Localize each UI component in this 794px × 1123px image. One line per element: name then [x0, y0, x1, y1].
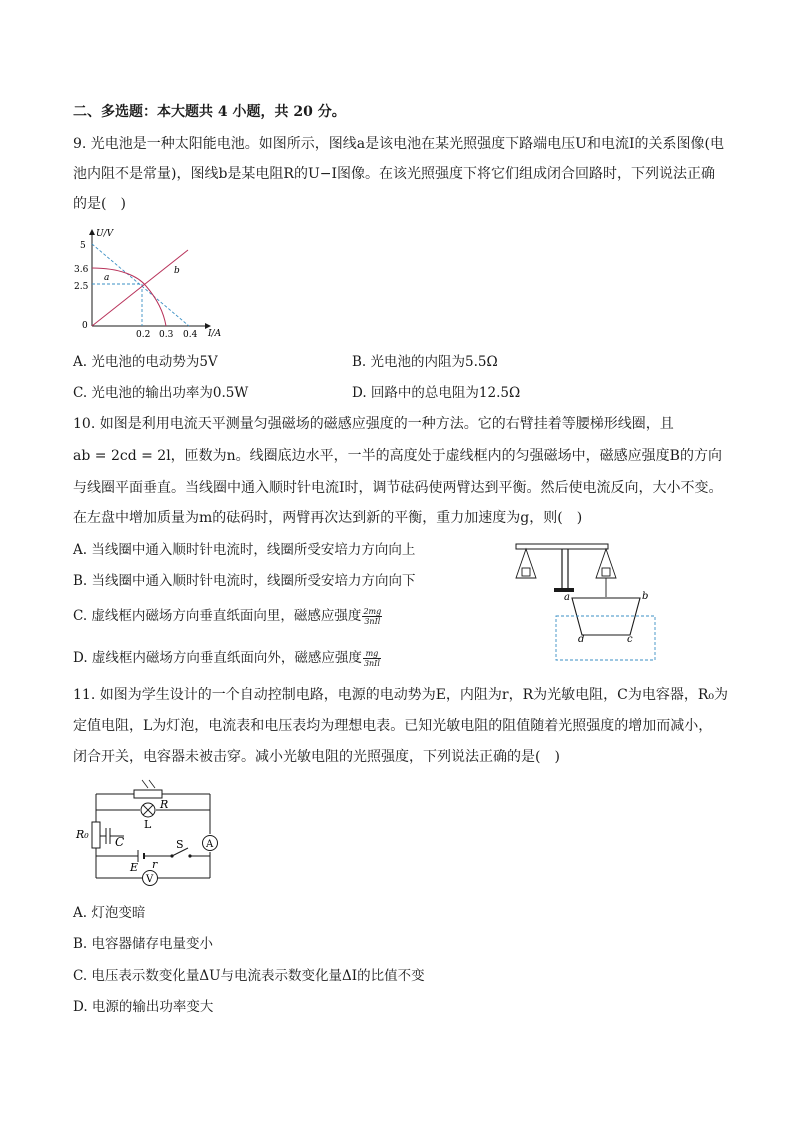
label-C: C: [115, 835, 125, 849]
q10-stem-line4: 在左盘中增加质量为m的砝码时，两臂再次达到新的平衡，重力加速度为g，则( ): [73, 510, 583, 526]
label-c: c: [627, 634, 633, 645]
left-pan: [516, 549, 536, 578]
q9-stem-line1: 9. 光电池是一种太阳能电池。如图所示，图线a是该电池在某光照强度下路端电压U和电流I的关系图像(电: [73, 136, 724, 152]
q11-stem-line1: 11. 如图为学生设计的一个自动控制电路，电源的电动势为E，内阻为r，R为光敏电阻，C为电容器，R₀为: [73, 687, 729, 703]
q10-option-d: [73, 648, 381, 668]
q10-option-c: [73, 606, 382, 626]
ytick-5: 5: [80, 241, 86, 251]
switch-contact: [188, 854, 191, 857]
x-axis-label: I/A: [208, 329, 222, 339]
q10-stem-line1: 10. 如图是利用电流天平测量匀强磁场的磁感应强度的一种方法。它的右臂挂着等腰梯形线圈，且: [73, 416, 674, 432]
label-r: r: [152, 858, 158, 871]
xtick-0-2: 0.2: [136, 330, 151, 340]
magnetic-field-region: [556, 616, 655, 660]
trapezoid-coil: [572, 598, 640, 635]
switch-contact: [170, 854, 173, 857]
label-A: A: [206, 839, 214, 850]
q9-stem-line2: 池内阻不是常量)，图线b是某电阻R的U−I图像。在该光照强度下将它们组成闭合回路时，下列说法正确: [73, 166, 716, 182]
q9-stem-line3: 的是( ): [73, 196, 126, 212]
fraction-denominator: 3nIl: [363, 659, 380, 668]
q10-stem-line3: 与线圈平面垂直。当线圈中通入顺时针电流I时，调节砝码使两臂达到平衡。然后使电流反向，大小不变。: [73, 480, 723, 496]
label-d: d: [578, 634, 585, 645]
q10-current-balance-figure: [510, 538, 660, 668]
q10-stem-line2: ab = 2cd = 2l，匝数为n。线圈底边水平，一半的高度处于虚线框内的匀强磁场中，磁感应强度B的方向: [73, 448, 722, 464]
label-R: R: [160, 798, 169, 811]
q11-option-a: A. 灯泡变暗: [73, 905, 146, 921]
left-weight-icon: [522, 568, 530, 576]
label-L: L: [144, 818, 152, 831]
q9-ui-graph: [70, 222, 230, 340]
q11-option-b: B. 电容器储存电量变小: [73, 936, 214, 952]
curve-a-label: a: [104, 273, 110, 283]
balance-beam: [516, 544, 608, 549]
q10-option-a: A. 当线圈中通入顺时针电流时，线圈所受安培力方向向上: [73, 542, 416, 558]
xtick-0-4: 0.4: [183, 330, 198, 340]
label-a: a: [564, 592, 570, 603]
q11-circuit-diagram: [72, 776, 222, 888]
q11-option-d: D. 电源的输出功率变大: [73, 999, 214, 1015]
photoresistor: [134, 790, 162, 798]
fraction-numerator: mg: [363, 649, 381, 659]
line-b-label: b: [174, 266, 180, 276]
q10-option-c-text: C. 虚线框内磁场方向垂直纸面向里，磁感应强度: [73, 608, 362, 624]
y-axis-label: U/V: [96, 229, 114, 239]
xtick-0-3: 0.3: [159, 330, 174, 340]
q9-option-c: C. 光电池的输出功率为0.5W: [73, 385, 249, 401]
q9-option-d: D. 回路中的总电阻为12.5Ω: [352, 385, 521, 401]
q9-option-a: A. 光电池的电动势为5V: [73, 354, 218, 370]
fixed-resistor-R0: [92, 822, 100, 848]
right-pan: [596, 549, 616, 578]
q10-option-d-fraction: [363, 649, 381, 668]
section-heading: 二、多选题：本大题共 4 小题，共 20 分。: [73, 104, 346, 120]
light-arrow-icon: [142, 780, 148, 788]
q9-option-b: B. 光电池的内阻为5.5Ω: [352, 354, 498, 370]
light-arrow-icon: [149, 780, 155, 788]
label-V: V: [146, 874, 154, 885]
right-weight-icon: [602, 568, 610, 576]
q11-stem-line2: 定值电阻，L为灯泡，电流表和电压表均为理想电表。已知光敏电阻的阻值随着光照强度的增加而减小，: [73, 718, 713, 734]
q11-stem-line3: 闭合开关，电容器未被击穿。减小光敏电阻的光照强度，下列说法正确的是( ): [73, 749, 560, 765]
tangent-dashed-line: [92, 244, 189, 326]
ytick-0: 0: [82, 321, 88, 331]
ytick-2-5: 2.5: [74, 282, 89, 292]
label-R0: R₀: [76, 828, 89, 841]
line-b: [92, 250, 188, 326]
q11-option-c: C. 电压表示数变化量ΔU与电流表示数变化量ΔI的比值不变: [73, 968, 425, 984]
q10-option-d-text: D. 虚线框内磁场方向垂直纸面向外，磁感应强度: [73, 650, 362, 666]
q10-option-b: B. 当线圈中通入顺时针电流时，线圈所受安培力方向向下: [73, 573, 416, 589]
label-b: b: [642, 591, 649, 602]
label-E: E: [130, 861, 139, 874]
fraction-denominator: 3nIl: [364, 617, 381, 626]
fraction-numerator: 2mg: [363, 607, 382, 616]
ytick-3-6: 3.6: [74, 265, 89, 275]
label-S: S: [176, 838, 184, 851]
q10-option-c-fraction: [362, 607, 382, 626]
